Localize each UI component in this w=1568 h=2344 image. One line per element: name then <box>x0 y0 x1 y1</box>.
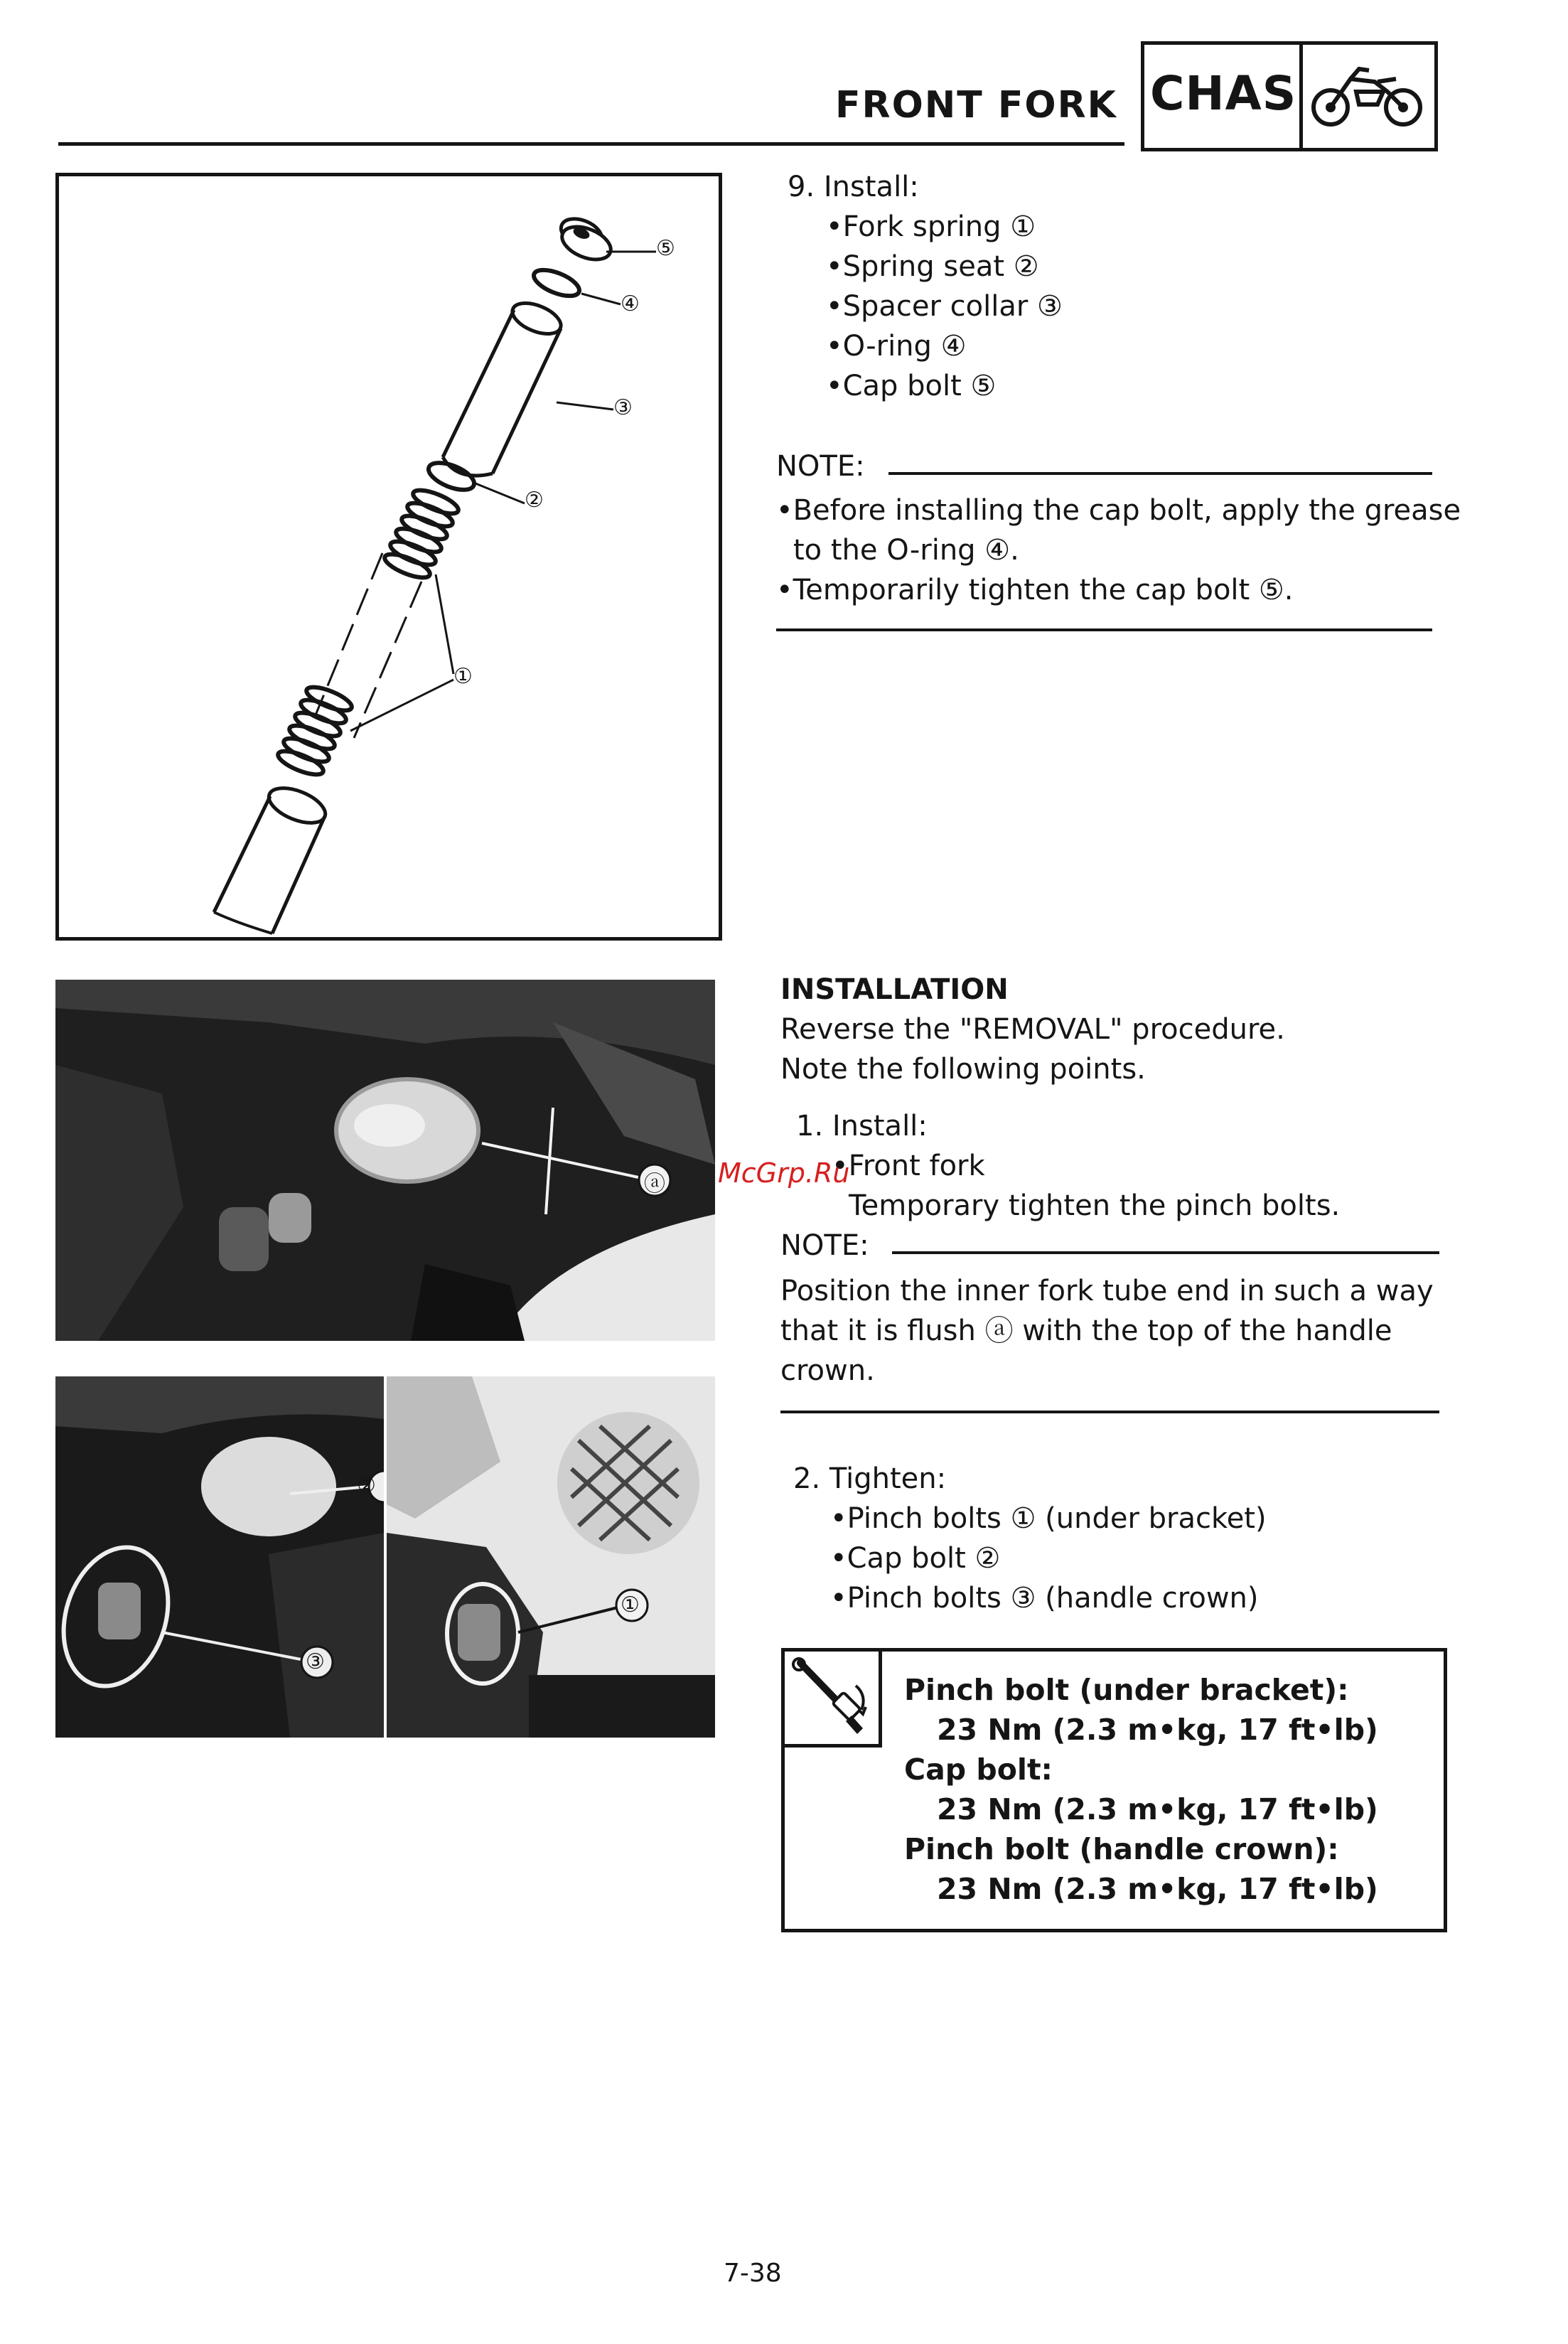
torque-spec-box <box>781 1648 1447 1932</box>
note-rule-bottom-installation <box>780 1411 1439 1413</box>
note-line: •Temporarily tighten the cap bolt ⑤. <box>776 574 1294 606</box>
step1-heading: 1. Install: <box>796 1110 928 1142</box>
torque-label: Cap bolt: <box>904 1752 1053 1787</box>
page-title: FRONT FORK <box>835 84 1117 127</box>
header-rule <box>58 142 1124 146</box>
fork-parts-illustration <box>59 176 719 937</box>
step2-item: •Pinch bolts ① (under bracket) <box>830 1502 1267 1535</box>
installation-line: Reverse the "REMOVAL" procedure. <box>780 1013 1285 1046</box>
torque-icon-cell <box>785 1652 882 1748</box>
spacer-collar-drawing <box>443 297 565 476</box>
watermark: McGrp.Ru <box>718 1157 850 1189</box>
inner-tube-drawing <box>214 781 330 933</box>
note-rule-bottom <box>776 628 1432 631</box>
photo-pinch-bolts-right-image <box>387 1376 715 1738</box>
torque-value: 23 Nm (2.3 m•kg, 17 ft•lb) <box>937 1792 1378 1826</box>
section-badge-divider <box>1299 45 1303 148</box>
torque-value: 23 Nm (2.3 m•kg, 17 ft•lb) <box>937 1713 1378 1747</box>
cap-bolt-drawing <box>557 213 615 266</box>
step9-item: •Spring seat ② <box>826 250 1039 283</box>
callout-1: ① <box>453 664 473 689</box>
step2-item: •Pinch bolts ③ (handle crown) <box>830 1582 1259 1615</box>
note-label-installation: NOTE: <box>780 1229 869 1262</box>
photo-callout-3: ③ <box>306 1649 325 1674</box>
photo-pinch-bolts-left <box>55 1376 384 1738</box>
torque-label: Pinch bolt (under bracket): <box>904 1673 1349 1707</box>
section-badge <box>1141 41 1438 151</box>
note-line-installation: crown. <box>780 1354 875 1387</box>
note-rule-top-installation <box>892 1251 1439 1254</box>
photo-pinch-bolts-left-image <box>55 1376 384 1738</box>
section-label: CHAS <box>1150 66 1297 121</box>
note-line: to the O-ring ④. <box>793 534 1019 567</box>
note-rule-top <box>888 472 1432 475</box>
torque-label: Pinch bolt (handle crown): <box>904 1832 1339 1866</box>
step2-heading: 2. Tighten: <box>793 1462 947 1495</box>
step1-sub: Temporary tighten the pinch bolts. <box>849 1189 1341 1222</box>
note-label: NOTE: <box>776 450 865 483</box>
callout-2: ② <box>525 488 544 513</box>
torque-value: 23 Nm (2.3 m•kg, 17 ft•lb) <box>937 1872 1378 1906</box>
photo-callout-1: ① <box>621 1593 640 1617</box>
fork-spring-lower-drawing <box>275 683 354 779</box>
step9-item: •Cap bolt ⑤ <box>826 370 997 402</box>
step2-item: •Cap bolt ② <box>830 1542 1001 1575</box>
callout-5: ⑤ <box>656 236 675 261</box>
step9-heading: 9. Install: <box>788 171 919 203</box>
photo-pinch-bolts-right <box>387 1376 715 1738</box>
step1-item: •Front fork <box>832 1150 985 1182</box>
callout-3: ③ <box>613 395 633 420</box>
note-line-installation: that it is flush ⓐ with the top of the handle <box>780 1315 1392 1347</box>
photo-fork-top-image <box>55 980 715 1341</box>
note-line-installation: Position the inner fork tube end in such a way <box>780 1275 1434 1307</box>
installation-heading: INSTALLATION <box>780 973 1009 1006</box>
photo-callout-2: ② <box>357 1473 376 1498</box>
step9-item: •O-ring ④ <box>826 330 967 363</box>
callout-4: ④ <box>621 291 640 316</box>
fork-parts-diagram <box>55 173 722 941</box>
note-line: •Before installing the cap bolt, apply the grease <box>776 494 1461 527</box>
torque-wrench-icon <box>790 1657 873 1738</box>
installation-line: Note the following points. <box>780 1053 1146 1086</box>
motorcycle-icon <box>1309 60 1427 132</box>
page-number: 7-38 <box>724 2259 782 2288</box>
fork-spring-upper-drawing <box>382 486 461 582</box>
photo-callout-a: ⓐ <box>644 1172 665 1197</box>
step9-item: •Fork spring ① <box>826 210 1036 243</box>
photo-fork-top <box>55 980 715 1341</box>
step9-item: •Spacer collar ③ <box>826 290 1063 323</box>
